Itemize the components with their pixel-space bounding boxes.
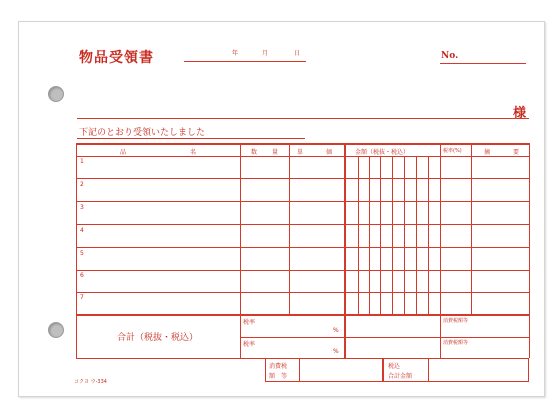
tax-included-label-1: 税込 (388, 363, 401, 370)
total-label: 合計（税抜・税込） (117, 333, 199, 343)
row-number: 6 (80, 272, 84, 279)
row-line (76, 178, 529, 179)
binding-hole-bottom (48, 322, 64, 338)
col-sep-unit-price (289, 143, 290, 315)
number-label: No. (441, 51, 459, 61)
consumption-tax-box-label-2: 額 等 (269, 373, 288, 380)
row-number: 7 (80, 294, 84, 301)
percent-sign-1: % (333, 327, 339, 334)
header-item-name-2: 名 (190, 149, 197, 156)
consumption-tax-box-divider (299, 358, 300, 382)
binding-hole-top (48, 86, 64, 102)
header-item-name-1: 品 (120, 149, 127, 156)
honorific-sama: 様 (513, 106, 527, 121)
row-line (76, 247, 529, 248)
col-sep-qty (240, 143, 241, 358)
col-sep-amount (344, 143, 346, 358)
header-remarks-1: 摘 (484, 149, 491, 156)
items-bottom-line (76, 314, 529, 316)
row-line (76, 201, 529, 202)
year-label: 年 (232, 50, 239, 57)
consumption-tax-label-2: 消費税額等 (443, 340, 469, 346)
row-line (76, 224, 529, 225)
day-label: 日 (294, 50, 301, 57)
header-quantity-2: 量 (272, 149, 279, 156)
table-left-border (76, 143, 77, 358)
row-number: 1 (80, 158, 84, 165)
col-sep-remarks (471, 143, 472, 315)
table-right-border (529, 143, 530, 358)
date-underline (184, 61, 306, 62)
product-code: コクヨ ウ-334 (74, 379, 107, 385)
tax-included-total-box-divider (428, 358, 429, 382)
row-line (76, 270, 529, 271)
header-unit-price-2: 価 (326, 149, 333, 156)
percent-sign-2: % (333, 348, 339, 355)
col-sep-tax-rate (440, 143, 441, 358)
tax-rate-label-2: 税率 (243, 341, 256, 348)
recipient-underline (77, 118, 529, 119)
table-top-border (76, 143, 529, 145)
month-label: 月 (262, 50, 269, 57)
number-underline (440, 63, 526, 64)
header-remarks-2: 要 (513, 149, 520, 156)
statement-underline (77, 138, 305, 139)
tax-included-label-2: 合計金額 (388, 373, 413, 380)
row-number: 3 (80, 204, 84, 211)
header-tax-rate: 税率(%) (443, 148, 462, 154)
table-header-bottom (76, 156, 529, 157)
row-number: 5 (80, 250, 84, 257)
totals-mid-line (240, 337, 529, 338)
form-title: 物品受領書 (79, 50, 154, 66)
row-number: 4 (80, 227, 84, 234)
header-quantity-1: 数 (251, 149, 258, 156)
row-line (76, 292, 529, 293)
header-unit-price-1: 単 (297, 149, 304, 156)
header-amount: 金額（税抜・税込） (355, 149, 410, 156)
row-number: 2 (80, 181, 84, 188)
receipt-statement: 下記のとおり受領いたしました (79, 128, 206, 138)
tax-rate-label-1: 税率 (243, 319, 256, 326)
consumption-tax-label-1: 消費税額等 (443, 318, 469, 324)
consumption-tax-box-label-1: 消費税 (269, 363, 288, 370)
